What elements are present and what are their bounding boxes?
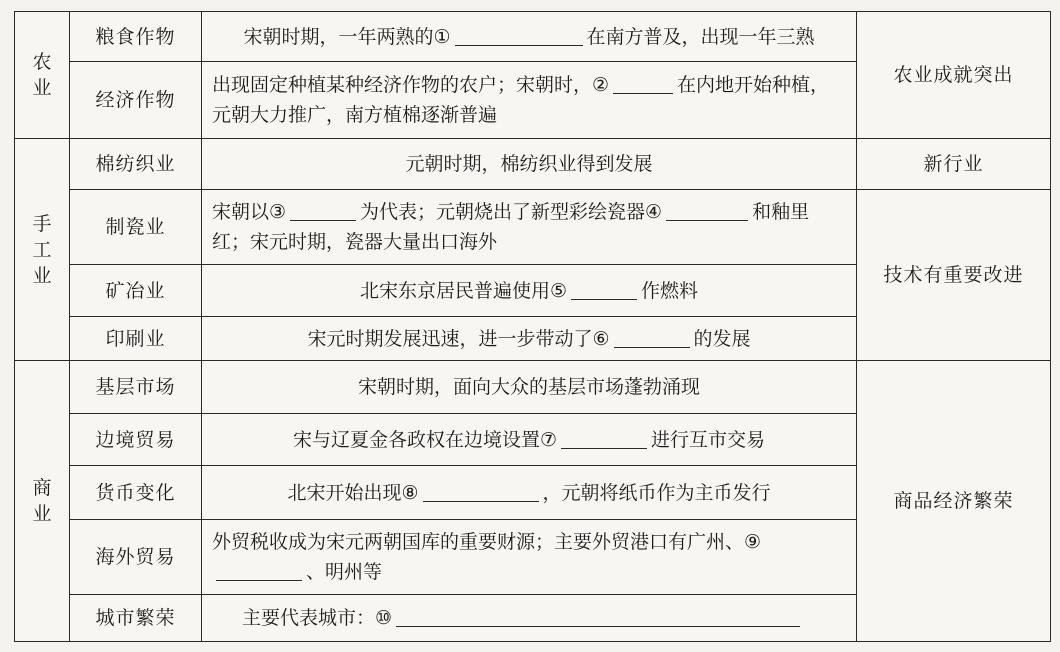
row-label: 棉纺织业: [70, 139, 202, 190]
row-content: 元朝时期，棉纺织业得到发展: [202, 139, 857, 190]
effect-commerce: 商品经济繁荣: [857, 361, 1051, 642]
row-content: 宋朝以③ 为代表；元朝烧出了新型彩绘瓷器④ 和釉里红；宋元时期，瓷器大量出口海外: [202, 190, 857, 265]
blank-5: [571, 277, 637, 300]
row-content: 宋朝时期，面向大众的基层市场蓬勃涌现: [202, 361, 857, 414]
row-content: 北宋东京居民普遍使用⑤ 作燃料: [202, 265, 857, 317]
effect-cotton: 新行业: [857, 139, 1051, 190]
row-label: 印刷业: [70, 317, 202, 361]
blank-3: [290, 198, 356, 221]
blank-2: [613, 71, 673, 94]
summary-table: [14, 11, 1051, 642]
blank-4: [666, 198, 748, 221]
table-row: [15, 190, 1051, 265]
table-row: [15, 361, 1051, 414]
row-label: 粮食作物: [70, 12, 202, 62]
blank-7: [561, 426, 647, 449]
row-content: 宋与辽夏金各政权在边境设置⑦ 进行互市交易: [202, 414, 857, 466]
category-agriculture: 农 业: [15, 12, 70, 139]
row-content: 外贸税收成为宋元两朝国库的重要财源；主要外贸港口有广州、⑨、明州等: [202, 520, 857, 595]
row-label: 经济作物: [70, 62, 202, 139]
row-label: 基层市场: [70, 361, 202, 414]
blank-6: [614, 325, 690, 348]
row-content: 出现固定种植某种经济作物的农户；宋朝时，② 在内地开始种植，元朝大力推广，南方植棉逐渐普遍: [202, 62, 857, 139]
effect-agriculture: 农业成就突出: [857, 12, 1051, 139]
row-label: 货币变化: [70, 466, 202, 520]
row-label: 城市繁荣: [70, 595, 202, 642]
blank-10: [396, 604, 800, 627]
table-row: [15, 139, 1051, 190]
blank-9: [216, 558, 302, 581]
row-label: 海外贸易: [70, 520, 202, 595]
row-content: 宋元时期发展迅速，进一步带动了⑥ 的发展: [202, 317, 857, 361]
row-label: 制瓷业: [70, 190, 202, 265]
blank-8: [423, 479, 539, 502]
effect-tech: 技术有重要改进: [857, 190, 1051, 361]
table-row: [15, 12, 1051, 62]
row-content: 宋朝时期，一年两熟的① 在南方普及，出现一年三熟: [202, 12, 857, 62]
row-content: 北宋开始出现⑧ ，元朝将纸币作为主币发行: [202, 466, 857, 520]
blank-1: [455, 23, 583, 46]
row-label: 矿冶业: [70, 265, 202, 317]
category-handicraft: 手 工 业: [15, 139, 70, 361]
row-content: 主要代表城市：⑩: [202, 595, 857, 642]
category-commerce: 商 业: [15, 361, 70, 642]
row-label: 边境贸易: [70, 414, 202, 466]
